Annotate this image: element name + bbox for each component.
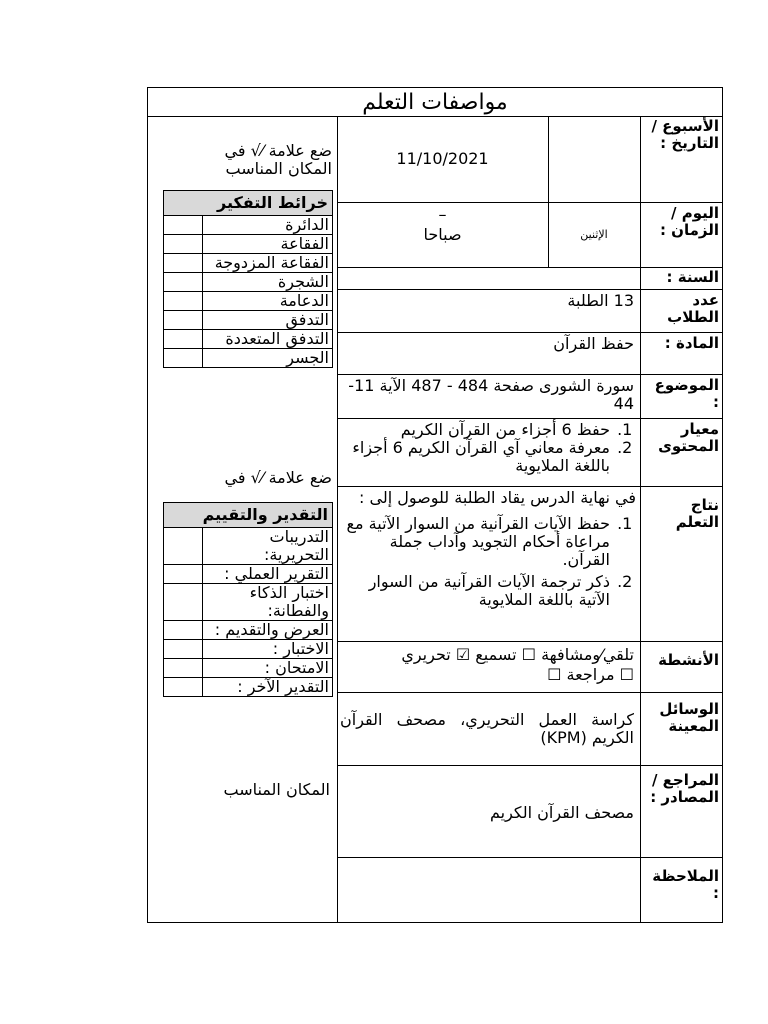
checkbox-cell[interactable]	[164, 349, 203, 368]
table-row	[164, 659, 333, 678]
teaching-aids-value: كراسة العمل التحريري، مصحف القرآن الكريم (KPM)	[340, 710, 634, 747]
thinking-maps-table	[163, 190, 333, 368]
row-sep	[337, 418, 723, 419]
table-cell: التدفق	[203, 311, 333, 330]
row-sep	[337, 857, 723, 858]
row-sep	[337, 641, 723, 642]
checkbox-cell[interactable]	[164, 584, 203, 621]
table-row	[164, 311, 333, 330]
list-item: 2. ذكر ترجمة الآيات القرآنية من السوار الآتية باللغة الملايوية	[340, 573, 612, 609]
label-day-time: اليوم / الزمان :	[659, 204, 719, 239]
label-teaching-aids: الوسائل المعينة	[659, 700, 719, 735]
table-row	[164, 330, 333, 349]
outcomes-intro: في نهاية الدرس يقاد الطلبة للوصول إلى :	[359, 488, 636, 507]
label-students: عدد الطلاب	[667, 291, 719, 326]
table-row	[164, 528, 333, 565]
table-row	[164, 349, 333, 368]
label-year: السنة :	[666, 268, 719, 286]
checkbox-cell[interactable]	[164, 678, 203, 697]
list-item: 1. حفظ 6 أجزاء من القرآن الكريم	[340, 421, 612, 439]
label-subject: المادة :	[664, 334, 719, 352]
checkbox-cell[interactable]	[164, 292, 203, 311]
row-sep	[337, 289, 723, 290]
table-row	[164, 216, 333, 235]
table-cell: التدريبات التحريرية:	[203, 528, 333, 565]
subject-value: حفظ القرآن	[553, 334, 634, 353]
column-divider-mid	[548, 116, 549, 267]
row-sep	[337, 267, 723, 268]
learning-outcomes	[340, 489, 636, 609]
table-row	[164, 678, 333, 697]
assessment-header: التقدير والتقييم	[164, 503, 333, 528]
checkbox-cell[interactable]	[164, 330, 203, 349]
list-item: 1. حفظ الآيات القرآنية من السوار الآتية مع مراعاة أحكام التجويد وآداب جملة القرآن.	[340, 515, 612, 569]
row-sep	[337, 374, 723, 375]
table-cell: اختبار الذكاء والفطانة:	[203, 584, 333, 621]
label-week-date: الأسبوع / التاريخ :	[651, 117, 719, 152]
checkbox-cell[interactable]	[164, 659, 203, 678]
checkbox-cell[interactable]	[164, 311, 203, 330]
time-value: صباحا	[423, 225, 462, 244]
table-cell: الجسر	[203, 349, 333, 368]
table-cell: الشجرة	[203, 273, 333, 292]
date-value: 11/10/2021	[396, 149, 489, 168]
table-cell: التقدير الآخر :	[203, 678, 333, 697]
table-row	[164, 640, 333, 659]
table-row	[164, 565, 333, 584]
assessment-table	[163, 502, 333, 697]
table-cell: الفقاعة	[203, 235, 333, 254]
column-divider-label	[640, 116, 641, 923]
row-sep	[337, 486, 723, 487]
checkbox-cell[interactable]	[164, 528, 203, 565]
table-cell: الفقاعة المزدوجة	[203, 254, 333, 273]
label-references: المراجع / المصادر :	[650, 771, 719, 806]
activities-line-1: تلقي⁄ومشافهة ☐ تسميع ☑ تحريري	[401, 645, 634, 664]
references-value: مصحف القرآن الكريم	[489, 803, 634, 822]
instruction-2: ضع علامة ⁄√ في	[224, 468, 332, 487]
thinking-maps-header: خرائط التفكير	[164, 191, 333, 216]
table-cell: التدفق المتعددة	[203, 330, 333, 349]
time-dash: –	[438, 205, 447, 224]
topic-value: سورة الشورى صفحة 484 - 487 الآية 11-44	[348, 376, 634, 413]
row-sep	[337, 332, 723, 333]
activities-line-2: ☐ مراجعة ☐	[547, 665, 634, 684]
table-cell: الدائرة	[203, 216, 333, 235]
table-cell: التقرير العملي :	[203, 565, 333, 584]
table-cell: العرض والتقديم :	[203, 621, 333, 640]
row-sep	[337, 765, 723, 766]
checkbox-cell[interactable]	[164, 621, 203, 640]
table-row	[164, 584, 333, 621]
table-cell: الاختبار :	[203, 640, 333, 659]
table-row	[164, 235, 333, 254]
day-value: الإثنين	[580, 228, 608, 241]
checkbox-cell[interactable]	[164, 273, 203, 292]
page-title: مواصفات التعلم	[362, 90, 508, 115]
label-activities: الأنشطة	[658, 651, 719, 669]
instruction-2-end: المكان المناسب	[223, 780, 330, 799]
checkbox-cell[interactable]	[164, 565, 203, 584]
students-value: 13 الطلبة	[567, 291, 634, 310]
table-row	[164, 292, 333, 311]
label-notes: الملاحظة :	[652, 867, 719, 902]
label-content-standard: معيار المحتوى	[658, 420, 719, 455]
checkbox-cell[interactable]	[164, 235, 203, 254]
label-learning-outcomes: نتاج التعلم	[675, 496, 719, 531]
table-row	[164, 621, 333, 640]
content-standard-list	[340, 421, 636, 475]
table-cell: الامتحان :	[203, 659, 333, 678]
table-row	[164, 273, 333, 292]
row-sep	[337, 202, 723, 203]
instruction-1: ضع علامة ⁄√ في المكان المناسب	[224, 141, 332, 178]
table-cell: الدعامة	[203, 292, 333, 311]
label-topic: الموضوع :	[654, 376, 719, 411]
checkbox-cell[interactable]	[164, 640, 203, 659]
table-row	[164, 254, 333, 273]
checkbox-cell[interactable]	[164, 254, 203, 273]
row-sep	[337, 692, 723, 693]
list-item: 2. معرفة معاني آي القرآن الكريم 6 أجزاء باللغة الملايوية	[340, 439, 612, 475]
checkbox-cell[interactable]	[164, 216, 203, 235]
